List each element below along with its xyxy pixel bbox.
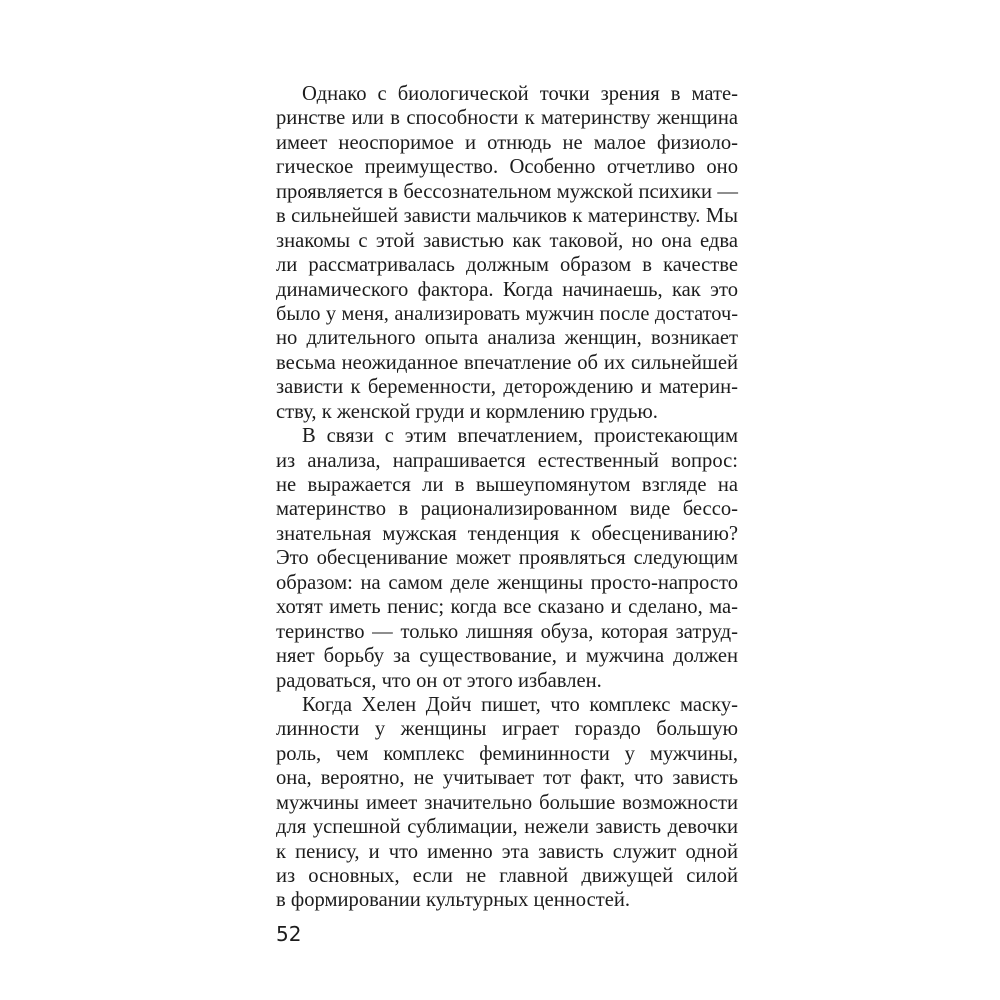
text-line: теринство — только лишняя обуза, которая затруд- (276, 620, 738, 643)
paragraph (276, 82, 738, 424)
text-line: но длительного опыта анализа женщин, возникает (276, 327, 738, 350)
text-line: В связи с этим впечатлением, проистекающим (302, 425, 738, 448)
text-line: Однако с биологической точки зрения в мате- (302, 83, 738, 105)
text-line: для успешной сублимации, нежели зависть девочки (276, 816, 738, 839)
text-line: было у меня, анализировать мужчин после достаточ- (276, 302, 738, 325)
text-line: хотят иметь пенис; когда все сказано и сделано, ма- (276, 596, 738, 619)
text-line: проявляется в бессознательном мужской психики — (276, 180, 738, 203)
text-line: Когда Хелен Дойч пишет, что комплекс маску- (302, 693, 738, 716)
text-line: роль, чем комплекс фемининности у мужчины, (276, 742, 738, 765)
text-line: весьма неожиданное впечатление об их сильнейшей (276, 351, 738, 374)
text-line: из анализа, напрашивается естественный вопрос: (276, 449, 738, 472)
text-line: линности у женщины играет гораздо большую (276, 718, 738, 741)
text-line: образом: на самом деле женщины просто-напросто (276, 571, 738, 594)
text-line: в формировании культурных ценностей. (276, 889, 631, 912)
body-text (276, 82, 738, 913)
text-line: ринстве или в способности к материнству женщина (276, 107, 738, 130)
text-line: мужчины имеет значительно большие возможности (276, 791, 738, 814)
text-line: ству, к женской груди и кормлению грудью. (276, 400, 658, 423)
text-line: знательная мужская тенденция к обесцениванию? (276, 522, 738, 545)
text-line: к пенису, и что именно эта зависть служит одной (276, 840, 738, 863)
text-line: зависти к беременности, деторождению и материн- (276, 376, 738, 399)
text-line: знакомы с этой завистью как таковой, но она едва (276, 229, 738, 252)
paragraph (276, 693, 738, 913)
text-line: она, вероятно, не учитывает тот факт, что зависть (276, 767, 738, 790)
text-line: динамического фактора. Когда начинаешь, как это (276, 278, 738, 301)
text-line: Это обесценивание может проявляться следующим (276, 547, 738, 570)
text-line: радоваться, что он от этого избавлен. (276, 669, 602, 692)
text-line: материнство в рационализированном виде бессо- (276, 498, 738, 521)
page-number: 52 (276, 922, 302, 946)
text-line: имеет неоспоримое и отнюдь не малое физиоло- (276, 131, 738, 154)
text-line: в сильнейшей зависти мальчиков к материнству. Мы (276, 205, 738, 228)
text-line: не выражается ли в вышеупомянутом взгляде на (276, 474, 738, 496)
paragraph (276, 424, 738, 693)
text-line: гическое преимущество. Особенно отчетливо оно (276, 156, 738, 179)
text-line: из основных, если не главной движущей силой (276, 865, 738, 887)
text-line: ли рассматривалась должным образом в качестве (276, 254, 738, 277)
text-line: няет борьбу за существование, и мужчина должен (276, 645, 738, 668)
